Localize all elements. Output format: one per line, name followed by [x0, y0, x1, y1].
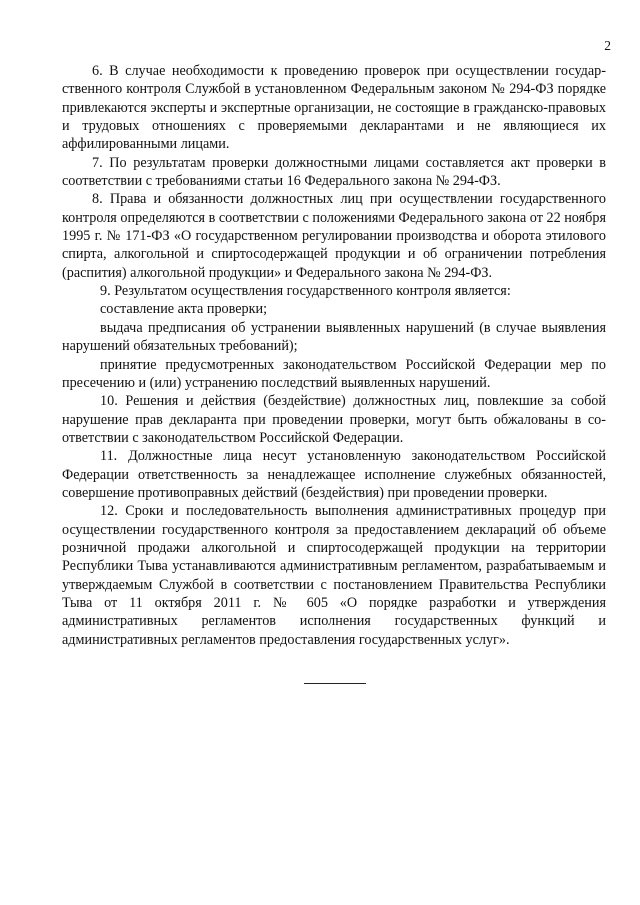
document-body: [62, 62, 606, 649]
result-item-act: составление акта проверки;: [100, 301, 268, 318]
paragraph-8-rights-and-duties: 8. Права и обязанности должностных лиц при осуществлении государственного контроля определяются в соответствии с положениями Федерального закона от 22 ноября 1995 г. № 171-ФЗ «О государственном регулировании производства и оборота этилового спирта, алкогольной и спиртосодержащей продукции и об ограничении потребления (распития) алкогольной продукции» и Федерального закона № 294-ФЗ.: [62, 191, 606, 281]
paragraph-11-liability: 11. Должностные лица несут установленную законодательством Российской Федерации ответственность за ненадлежащее исполнение служебных обязанностей, совершение противоправных действий (бездействия) при проведении проверки.: [62, 448, 606, 501]
paragraph-12-deadlines: 12. Сроки и последовательность выполнения административных процедур при осуществлении государственного контроля за предоставлением деклараций об объеме розничной продажи алкогольной и спиртосодержащей продукции на территории Республики Тыва устанавливаются административным регламентом, разрабатываемым и утверждаемым Службой в соответствии с постановлением Правительства Республики Тыва от 11 октября 2011 г. № 605 «О порядке разработки и утверждения административных регламентов исполнения государственных функций и административных регламентов предоставления государственных услуг».: [62, 503, 606, 648]
paragraph-9-results: 9. Результатом осуществления государственного контроля является:: [100, 283, 511, 300]
page-number: 2: [604, 38, 611, 53]
end-separator-line: [304, 683, 366, 684]
result-item-order: выдача предписания об устранении выявленных нарушений (в случае выявления нарушений обязательных требований);: [62, 319, 606, 355]
paragraph-6-experts: 6. В случае необходимости к проведению проверок при осуществлении государственного контроля Службой в установленном Федеральным законом № 294-ФЗ порядке привлекаются эксперты и экспертные организации, не состоящие в гражданско-правовых и трудовых отношениях с проверяемыми декларантами и не являющиеся их аффилированными лицами.: [62, 63, 606, 153]
paragraph-7-inspection-act: 7. По результатам проверки должностными лицами составляется акт проверки в соответствии с требованиями статьи 16 Федерального закона № 294-ФЗ.: [62, 154, 606, 190]
result-item-measures: принятие предусмотренных законодательством Российской Федерации мер по пресечению и (или) устранению последствий выявленных нарушений.: [62, 356, 606, 391]
paragraph-10-appeals: 10. Решения и действия (бездействие) должностных лиц, повлекшие за собой нарушение прав декларанта при проведении проверки, могут быть обжалованы в соответствии с законодательством Российской Федерации.: [62, 393, 606, 446]
